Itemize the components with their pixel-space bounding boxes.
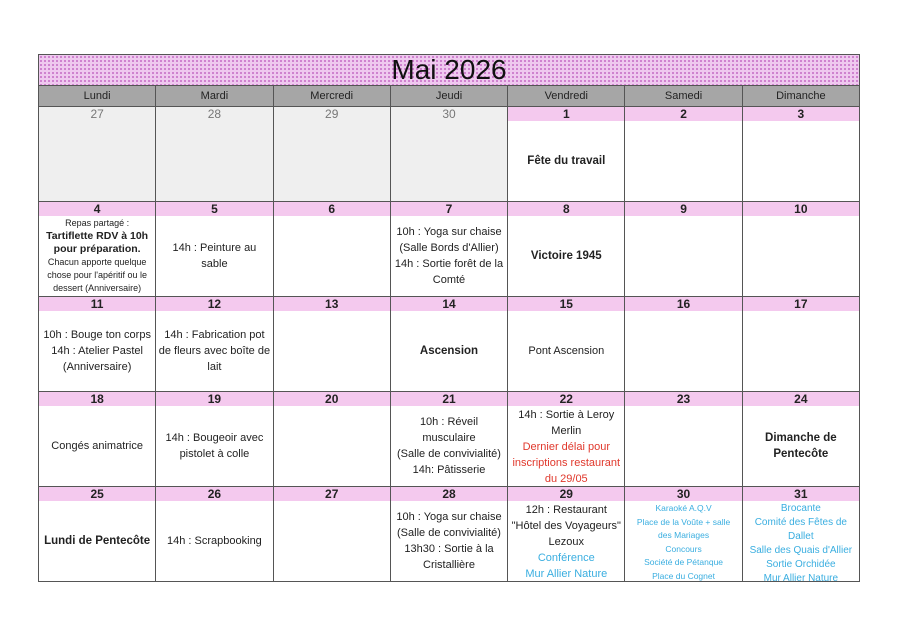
event-text: (Salle Bords d'Allier) [399, 242, 499, 254]
day-cell [625, 107, 742, 202]
event-text: Lezoux [548, 536, 585, 548]
day-events [156, 121, 272, 201]
event-text: inscriptions restaurant [512, 457, 621, 469]
day-events [39, 406, 155, 486]
event-text: 14h : Scrapbooking [167, 535, 262, 547]
day-events [274, 121, 390, 201]
event-text: (Salle de convivialité) [397, 448, 501, 460]
day-events [743, 406, 859, 486]
day-number: 15 [508, 297, 624, 311]
event-text: dessert (Anniversaire) [53, 283, 142, 293]
event-text: Comité des Fêtes de Dallet [754, 517, 847, 542]
day-cell [625, 487, 742, 582]
event-text: Fête du travail [527, 155, 606, 167]
event-text: 10h : Yoga sur chaise [396, 226, 502, 238]
day-number: 22 [508, 392, 624, 406]
event-text: Victoire 1945 [530, 250, 602, 262]
day-cell [274, 202, 391, 297]
event-text: Dimanche de [765, 432, 837, 444]
day-events [391, 311, 507, 391]
day-events [508, 501, 624, 582]
weekday-header: Samedi [625, 86, 742, 107]
event-text: Salle des Quais d'Allier [749, 545, 853, 556]
day-number: 14 [391, 297, 507, 311]
event-text: Place du Cognet [652, 570, 715, 581]
day-events [625, 311, 741, 391]
day-cell-previous-month [274, 107, 391, 202]
event-text: Karaoké A.Q.V [655, 503, 712, 513]
event-text: Concours [665, 543, 702, 554]
day-number: 31 [743, 487, 859, 501]
day-events [274, 406, 390, 486]
day-events [39, 311, 155, 391]
day-cell [391, 202, 508, 297]
day-number: 1 [508, 107, 624, 121]
day-events [274, 501, 390, 581]
day-events [625, 406, 741, 486]
day-cell [274, 297, 391, 392]
event-text: 13h30 : Sortie à la [404, 543, 494, 555]
event-text: Sortie Orchidée [766, 559, 836, 570]
event-text: lait [207, 361, 222, 373]
event-text: Cristallière [423, 559, 475, 571]
calendar-title: Mai 2026 [38, 54, 860, 86]
event-text: Dernier délai pour [522, 441, 610, 453]
day-events [508, 121, 624, 201]
day-events [274, 311, 390, 391]
event-text: 10h : Bouge ton corps [43, 329, 151, 341]
weekday-header: Mardi [156, 86, 273, 107]
event-text: Mur Allier Nature [763, 573, 839, 582]
event-text: Chacun apporte quelque [47, 257, 147, 267]
day-events [156, 216, 272, 296]
event-text: 14h : Bougeoir avec [165, 432, 264, 444]
day-cell [743, 107, 860, 202]
event-text: pistolet à colle [179, 448, 250, 460]
event-text: 10h : Réveil musculaire [419, 416, 479, 444]
day-cell [508, 202, 625, 297]
event-text: (Salle de convivialité) [397, 527, 501, 539]
day-events [625, 121, 741, 201]
event-text: du 29/05 [544, 473, 588, 485]
weekday-header: Mercredi [274, 86, 391, 107]
day-cell [508, 487, 625, 582]
day-cell-previous-month [39, 107, 156, 202]
day-events [625, 216, 741, 296]
day-cell [39, 392, 156, 487]
day-number: 8 [508, 202, 624, 216]
day-number: 16 [625, 297, 741, 311]
calendar-grid [38, 107, 860, 582]
day-cell [156, 202, 273, 297]
day-cell [508, 392, 625, 487]
day-events [508, 311, 624, 391]
event-text: 12h : Restaurant [525, 504, 607, 516]
event-text: Merlin [551, 425, 582, 437]
day-number: 18 [39, 392, 155, 406]
day-cell-previous-month [391, 107, 508, 202]
weekday-header: Dimanche [743, 86, 860, 107]
event-text: Société de Pétanque [644, 557, 724, 567]
event-text: Comté [432, 274, 466, 286]
day-number: 4 [39, 202, 155, 216]
day-number: 24 [743, 392, 859, 406]
day-number: 20 [274, 392, 390, 406]
event-text: (Anniversaire) [62, 361, 132, 373]
day-cell [625, 202, 742, 297]
day-cell [391, 392, 508, 487]
day-cell [743, 487, 860, 582]
event-text: pour préparation. [53, 243, 141, 255]
day-cell [743, 392, 860, 487]
day-cell [274, 392, 391, 487]
day-cell [391, 297, 508, 392]
day-number: 29 [508, 487, 624, 501]
day-cell [391, 487, 508, 582]
day-number: 6 [274, 202, 390, 216]
weekday-header: Vendredi [508, 86, 625, 107]
day-cell [508, 297, 625, 392]
day-cell [743, 297, 860, 392]
day-number: 25 [39, 487, 155, 501]
event-text: Mur Allier Nature [525, 568, 608, 580]
weekday-header-row [38, 86, 860, 107]
day-number: 2 [625, 107, 741, 121]
day-cell [39, 297, 156, 392]
event-text: 14h: Pâtisserie [412, 464, 486, 476]
event-text: "Hôtel des Voyageurs" [511, 520, 621, 532]
day-events [743, 311, 859, 391]
day-number: 26 [156, 487, 272, 501]
weekday-header: Jeudi [391, 86, 508, 107]
day-cell [156, 487, 273, 582]
day-cell [156, 297, 273, 392]
day-events [39, 121, 155, 201]
day-events [508, 406, 624, 487]
event-text: 14h : Atelier Pastel [51, 345, 143, 357]
day-number: 7 [391, 202, 507, 216]
day-number: 27 [274, 487, 390, 501]
day-number: 11 [39, 297, 155, 311]
event-text: 14h : Peinture au sable [172, 242, 257, 270]
day-events [391, 121, 507, 201]
day-cell [156, 392, 273, 487]
day-number: 27 [39, 107, 155, 121]
event-text: de fleurs avec boîte de [158, 345, 271, 357]
day-number: 19 [156, 392, 272, 406]
day-number: 5 [156, 202, 272, 216]
event-text: Conférence [537, 552, 595, 564]
day-events [274, 216, 390, 296]
day-number: 10 [743, 202, 859, 216]
day-events [391, 501, 507, 581]
event-text: 14h : Sortie à Leroy [518, 409, 615, 421]
day-events [39, 216, 155, 296]
day-number: 21 [391, 392, 507, 406]
day-number: 3 [743, 107, 859, 121]
day-events [39, 501, 155, 581]
day-number: 23 [625, 392, 741, 406]
day-events [508, 216, 624, 296]
day-number: 30 [391, 107, 507, 121]
day-cell [508, 107, 625, 202]
day-number: 13 [274, 297, 390, 311]
event-text: Lundi de Pentecôte [44, 535, 151, 547]
day-cell-previous-month [156, 107, 273, 202]
event-text: 10h : Yoga sur chaise [396, 511, 502, 523]
day-number: 17 [743, 297, 859, 311]
day-number: 28 [156, 107, 272, 121]
day-number: 12 [156, 297, 272, 311]
event-text: Congés animatrice [51, 440, 143, 452]
day-cell [743, 202, 860, 297]
day-events [391, 216, 507, 296]
day-cell [625, 297, 742, 392]
event-text: Ascension [419, 345, 479, 357]
calendar [38, 54, 860, 582]
day-events [156, 501, 272, 581]
event-text: Tartiflette RDV à 10h [46, 230, 149, 242]
day-events [156, 406, 272, 486]
day-cell [625, 392, 742, 487]
day-cell [274, 487, 391, 582]
event-text: chose pour l'apéritif ou le [47, 270, 148, 280]
day-events [743, 216, 859, 296]
event-text: 14h : Sortie forêt de la [394, 258, 504, 270]
day-cell [39, 487, 156, 582]
day-cell [39, 202, 156, 297]
weekday-header: Lundi [39, 86, 156, 107]
day-number: 28 [391, 487, 507, 501]
event-text: Brocante [780, 503, 821, 514]
event-text: Pentecôte [773, 448, 829, 460]
day-events [625, 501, 741, 582]
day-number: 29 [274, 107, 390, 121]
event-text: Place de la Voûte + salle [636, 516, 731, 527]
day-events [156, 311, 272, 391]
event-text: 14h : Fabrication pot [164, 329, 265, 341]
day-events [743, 121, 859, 201]
day-events [743, 501, 859, 582]
event-text: Repas partagé : [65, 218, 130, 228]
day-number: 9 [625, 202, 741, 216]
event-text: Pont Ascension [528, 345, 605, 357]
event-text: des Mariages [658, 530, 710, 540]
day-number: 30 [625, 487, 741, 501]
day-events [391, 406, 507, 486]
